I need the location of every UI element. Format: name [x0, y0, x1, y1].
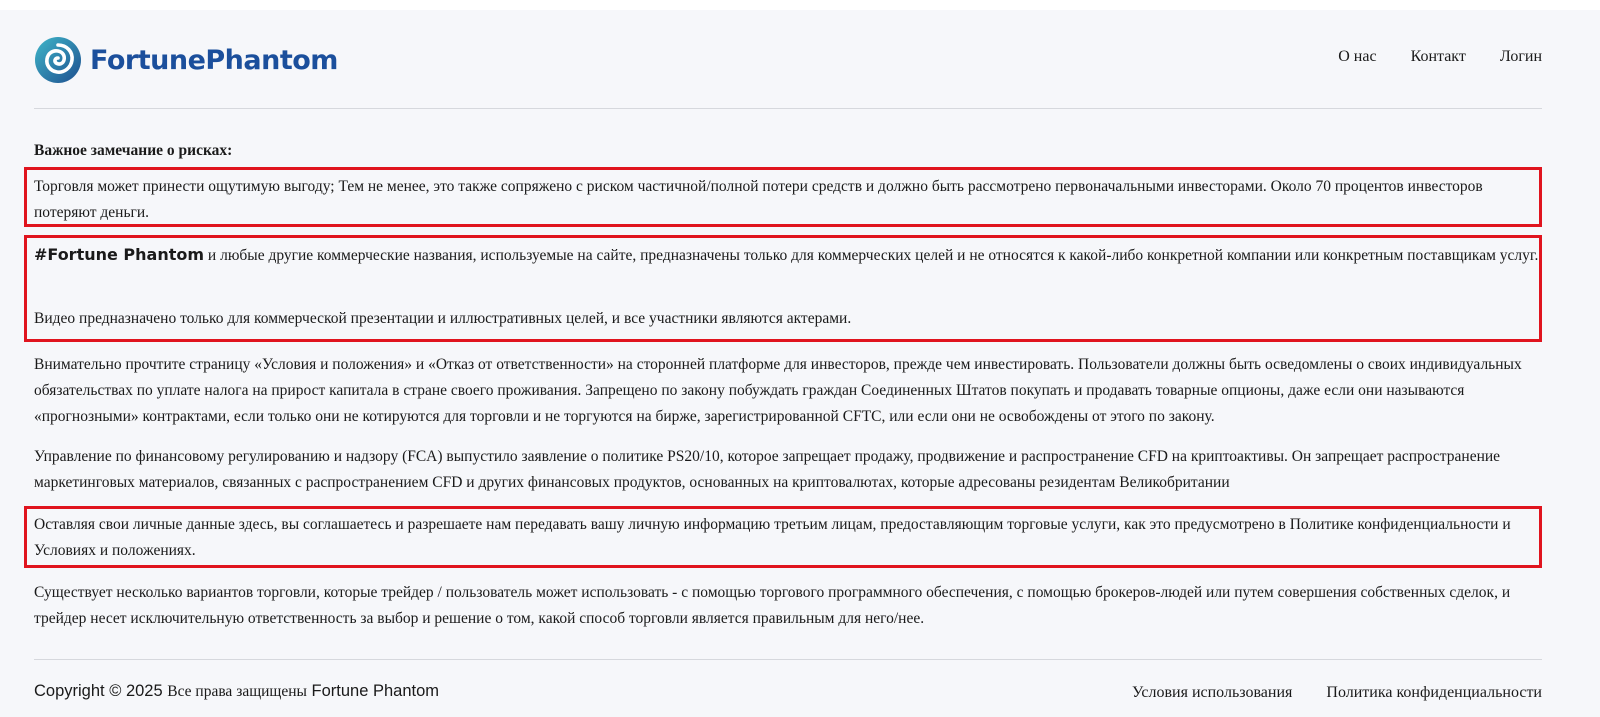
brand-paragraph-text: и любые другие коммерческие названия, используемые на сайте, предназначены только для коммерческих целей и не относятся к какой-либо конкретной компании или конкретным поставщикам услуг.	[204, 247, 1539, 264]
brand-name: #Fortune Phantom	[34, 245, 205, 264]
footer-divider	[34, 659, 1542, 660]
personal-data-paragraph: Оставляя свои личные данные здесь, вы соглашаетесь и разрешаете нам передавать вашу личную информацию третьим лицам, предоставляющим торговые услуги, как это предусмотрено в Политике конфиденциальности и Условиях и положениях.	[34, 516, 1511, 559]
terms-paragraph: Внимательно прочтите страницу «Условия и положения» и «Отказ от ответственности» на сторонней платформе для инвесторов, прежде чем инвестировать. Пользователи должны быть осведомлены о своих индивидуальных обязательствах по уплате налога на прирост капитала в стране своего проживания. Запрещено по закону побуждать граждан Соединенных Штатов покупать и продавать товарные опционы, даже если они называются «прогнозными» контрактами, если только они не котируются для торговли и не торгуются на бирже, зарегистрированной CFTC, или если они не освобождены от этого по закону.	[34, 356, 1522, 425]
page	[0, 10, 1600, 717]
risk-paragraph-1: Торговля может принести ощутимую выгоду; Тем не менее, это также сопряжено с риском частичной/полной потери средств и должно быть рассмотрено первоначальными инвесторами. Около 70 процентов инвесторов потеряют деньги.	[34, 178, 1483, 221]
nav-contact[interactable]: Контакт	[1410, 48, 1466, 65]
risk-heading: Важное замечание о рисках:	[34, 142, 233, 159]
main-nav	[1338, 48, 1542, 66]
footer-link-privacy[interactable]: Политика конфиденциальности	[1326, 684, 1542, 701]
brand-paragraph	[34, 242, 1539, 269]
trading-options-paragraph: Существует несколько вариантов торговли, которые трейдер / пользователь может использовать - с помощью торгового программного обеспечения, с помощью брокеров-людей или путем совершения собственных сделок, и трейдер несет исключительную ответственность за выбор и решение о том, какой способ торговли является правильным для него/нее.	[34, 584, 1511, 627]
footer-links	[1132, 684, 1542, 702]
swirl-logo-icon	[34, 36, 82, 84]
nav-about[interactable]: О нас	[1338, 48, 1377, 65]
logo-text: FortunePhantom	[90, 44, 338, 76]
header-divider	[34, 108, 1542, 109]
site-header	[34, 34, 1542, 90]
fca-paragraph: Управление по финансовому регулированию и надзору (FCA) выпустило заявление о политике PS20/10, которое запрещает продажу, продвижение и распространение CFD на криптоактивы. Он запрещает распространение маркетинговых материалов, связанных с распространением CFD и других финансовых продуктов, основанных на криптовалютах, которые адресованы резидентам Великобритании	[34, 448, 1501, 491]
copyright-rights: Все права защищены	[167, 683, 307, 700]
video-paragraph: Видео предназначено только для коммерческой презентации и иллюстративных целей, и все участники являются актерами.	[34, 310, 852, 327]
nav-login[interactable]: Логин	[1499, 48, 1542, 65]
copyright	[34, 682, 439, 701]
copyright-prefix: Copyright © 2025	[34, 682, 168, 700]
site-footer	[34, 682, 1542, 708]
copyright-brand: Fortune Phantom	[306, 682, 440, 700]
footer-link-terms[interactable]: Условия использования	[1131, 684, 1293, 701]
logo-link[interactable]	[34, 34, 338, 86]
